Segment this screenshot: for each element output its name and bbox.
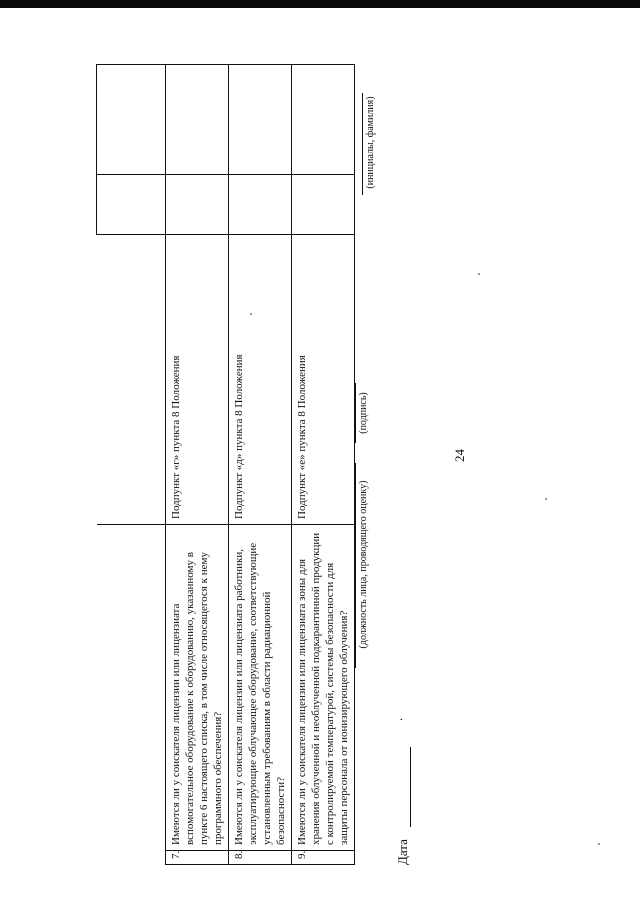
row-reference: Подпункт «д» пункта 8 Положения [229, 235, 292, 525]
signature-line [355, 383, 356, 443]
row-blank [292, 175, 355, 235]
date-label: Дата [395, 839, 410, 865]
row-question: Имеются ли у соискателя лицензии или лицензиата вспомогательное оборудование к оборудованию, указанному в пункте 6 настоящего списка, в том числе относящегося к нему программного обеспечения? [166, 525, 229, 851]
position-line [355, 463, 356, 668]
signature-caption: (подпись) [358, 392, 369, 434]
scan-speck [478, 273, 480, 275]
scan-speck [598, 843, 600, 845]
scan-speck [250, 313, 252, 315]
row-question: Имеются ли у соискателя лицензии или лицензиата зоны для хранения облученной и необлученной подкарантинной продукции с контролируемой температурой, системы безопасности для защиты персонала от ионизирующего облучения? [292, 525, 355, 851]
scan-speck [545, 498, 547, 500]
row-blank [229, 175, 292, 235]
position-caption: (должность лица, проводящего оценку) [358, 480, 369, 649]
row-blank [292, 65, 355, 175]
row-reference: Подпункт «г» пункта 8 Положения [166, 235, 229, 525]
page-number: 24 [452, 449, 467, 462]
table-row [292, 65, 355, 865]
row-reference: Подпункт «е» пункта 8 Положения [292, 235, 355, 525]
row-number: 8. [229, 851, 292, 865]
table-row [166, 65, 229, 865]
row-blank [166, 65, 229, 175]
row-question: Имеются ли у соискателя лицензии или лицензиата работники, эксплуатирующие облучающее оборудование, соответствующие установленным требованиям в области радиационной безопасности? [229, 525, 292, 851]
date-line [410, 747, 411, 827]
row-number: 7. [166, 851, 229, 865]
row-blank [229, 65, 292, 175]
row-blank [166, 175, 229, 235]
name-line [362, 93, 363, 195]
checklist-table [96, 64, 355, 865]
table-row [229, 65, 292, 865]
name-caption: (инициалы, фамилия) [365, 96, 376, 189]
row-number: 9. [292, 851, 355, 865]
table-row [97, 65, 166, 865]
date-dot: . [390, 717, 405, 721]
